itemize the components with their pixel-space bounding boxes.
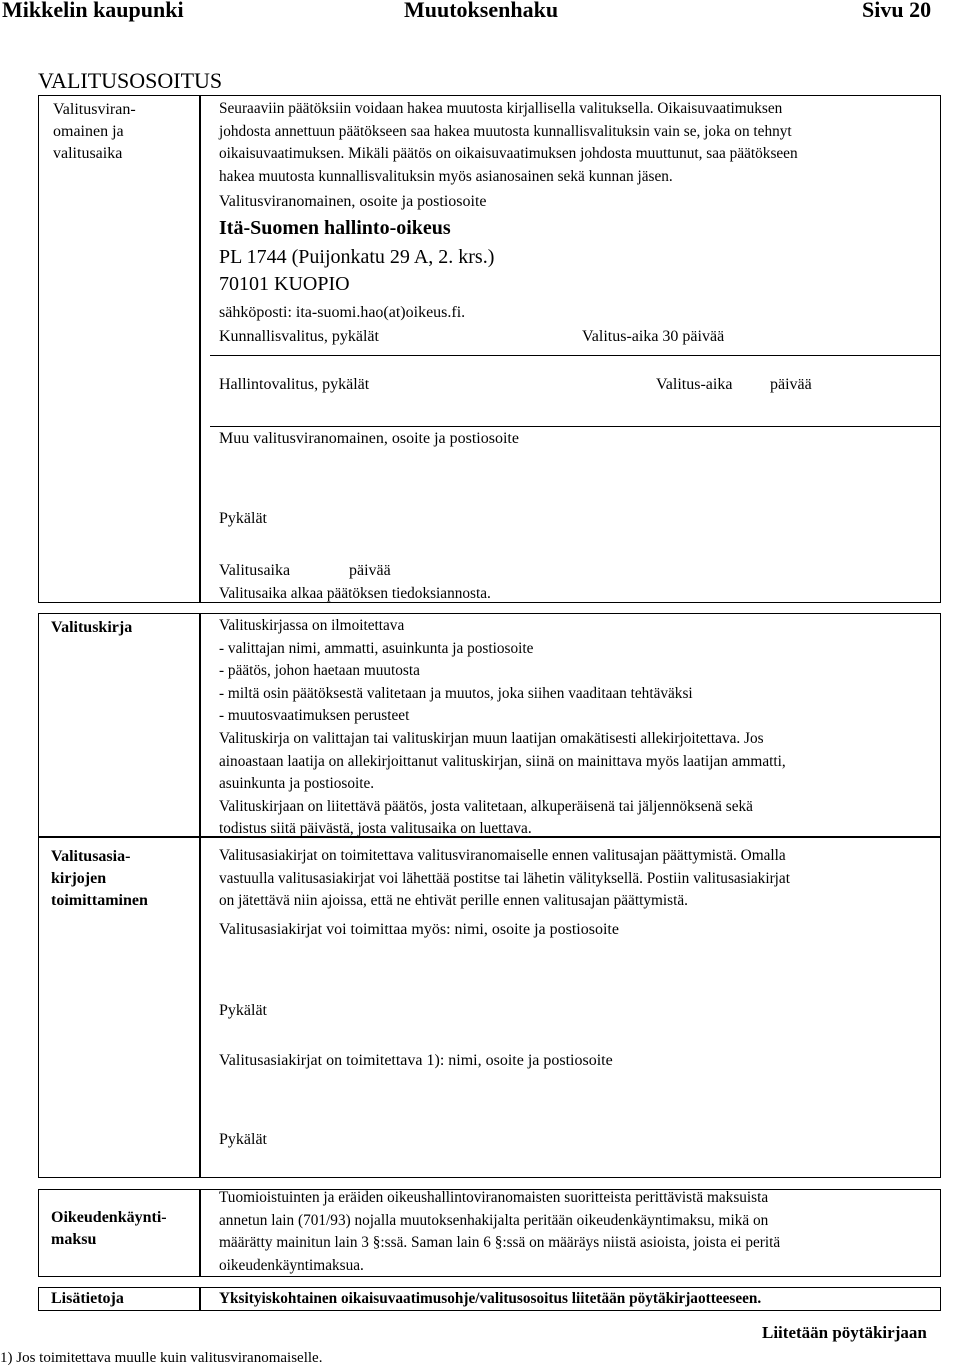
authority-heading: Valitusviranomainen, osoite ja postiosoite <box>219 193 487 210</box>
sections-label: Pykälät <box>219 1002 267 1019</box>
sections-label: Pykälät <box>219 510 267 527</box>
header-document-type: Muutoksenhaku <box>404 0 559 22</box>
section5-label: Lisätietoja <box>51 1290 124 1307</box>
other-authority-heading: Muu valitusviranomainen, osoite ja postiosoite <box>219 430 519 447</box>
divider <box>210 355 940 356</box>
section3-label: Valitusasia- kirjojen toimittaminen <box>51 848 148 909</box>
sections-label: Pykälät <box>219 1131 267 1148</box>
authority-city: 70101 KUOPIO <box>219 273 350 295</box>
municipal-appeal-sections: Kunnallisvalitus, pykälät <box>219 328 379 345</box>
footnote: 1) Jos toimitettava muulle kuin valitusviranomaiselle. <box>0 1350 323 1366</box>
header-page-number: Sivu 20 <box>862 0 932 22</box>
section3-content: Valitusasiakirjat on toimitettava valitusviranomaiselle ennen valitusajan päättymistä. Omalla vastuulla valitusasiakirjat voi lähettää postitse tai lähetin välityksellä. Postiin valitusasiakirjat on jätettävä niin ajoissa, että ne ehtivät perille ennen valitusajan päättymistä. <box>219 847 790 910</box>
appeal-period-unit: päivää <box>349 562 391 579</box>
attachment-note: Liitetään pöytäkirjaan <box>762 1323 927 1342</box>
section4-label-box <box>38 1189 200 1277</box>
section4-label: Oikeudenkäynti- maksu <box>51 1209 167 1248</box>
section2-label: Valituskirja <box>51 619 133 636</box>
alt-delivery-heading: Valitusasiakirjat voi toimittaa myös: nimi, osoite ja postiosoite <box>219 921 619 938</box>
admin-appeal-period-unit: päivää <box>770 376 812 393</box>
deliver-to-heading: Valitusasiakirjat on toimitettava 1): nimi, osoite ja postiosoite <box>219 1052 613 1069</box>
section2-label-box <box>38 613 200 837</box>
section5-label-box <box>38 1287 200 1311</box>
divider <box>210 426 940 427</box>
admin-appeal-sections: Hallintovalitus, pykälät <box>219 376 370 393</box>
authority-email: sähköposti: ita-suomi.hao(at)oikeus.fi. <box>219 304 466 321</box>
section4-content: Tuomioistuinten ja eräiden oikeushallintoviranomaisten suoritteista perittävistä maksuista annetun lain (701/93) nojalla muutoksenhakijalta peritään oikeudenkäyntimaksu, mikä on määrätty mainitun lain 3 §:ssä. Saman lain 6 §:ssä on määräys niistä asioista, joista ei peritä oikeudenkäyntimaksua. <box>219 1189 781 1274</box>
section1-intro: Seuraaviin päätöksiin voidaan hakea muutosta kirjallisella valituksella. Oikaisuvaatimuksen johdosta annettuun päätökseen saa hakea muutosta kunnallisvalituksin vain se, joka on tehnyt oikaisuvaatimuksen. Mikäli päätös on oikaisuvaatimuksen johdosta muuttunut, saa päätökseen hakea muutosta kunnallisvalituksin myös asianosainen sekä kunnan jäsen. <box>219 100 798 185</box>
appeal-period-label: Valitusaika <box>219 562 291 579</box>
authority-name: Itä-Suomen hallinto-oikeus <box>219 217 451 239</box>
header-municipality: Mikkelin kaupunki <box>2 0 184 22</box>
admin-appeal-period-label: Valitus-aika <box>656 376 733 393</box>
municipal-appeal-period: Valitus-aika 30 päivää <box>582 328 725 345</box>
section1-label: Valitusviran- omainen ja valitusaika <box>53 101 136 162</box>
section2-content: Valituskirjassa on ilmoitettava - valittajan nimi, ammatti, asuinkunta ja postiosoite - päätös, johon haetaan muutosta - miltä osin päätöksestä valitetaan ja muutos, joka siihen vaaditaan tehtäväksi - muutosvaatimuksen perusteet Valituskirja on valittajan tai valituskirjan muun laatijan omakätisesti allekirjoitettava. Jos ainoastaan laatija on allekirjoittanut valituskirjan, siinä on mainittava myös laatijan ammatti, asuinkunta ja postiosoite. Valituskirjaan on liitettävä päätös, josta valitetaan, alkuperäisenä tai jäljennöksenä sekä todistus siitä päivästä, josta valitusaika on luettava. <box>219 617 786 838</box>
document-title: VALITUSOSOITUS <box>38 68 223 93</box>
section1-label-box <box>38 95 200 603</box>
appeal-period-start: Valitusaika alkaa päätöksen tiedoksiannosta. <box>219 585 491 602</box>
section3-label-box <box>38 837 200 1178</box>
section5-content-box <box>200 1287 941 1311</box>
authority-po-box: PL 1744 (Puijonkatu 29 A, 2. krs.) <box>219 246 495 268</box>
additional-info-text: Yksityiskohtainen oikaisuvaatimusohje/valitusosoitus liitetään pöytäkirjaotteeseen. <box>219 1290 762 1307</box>
